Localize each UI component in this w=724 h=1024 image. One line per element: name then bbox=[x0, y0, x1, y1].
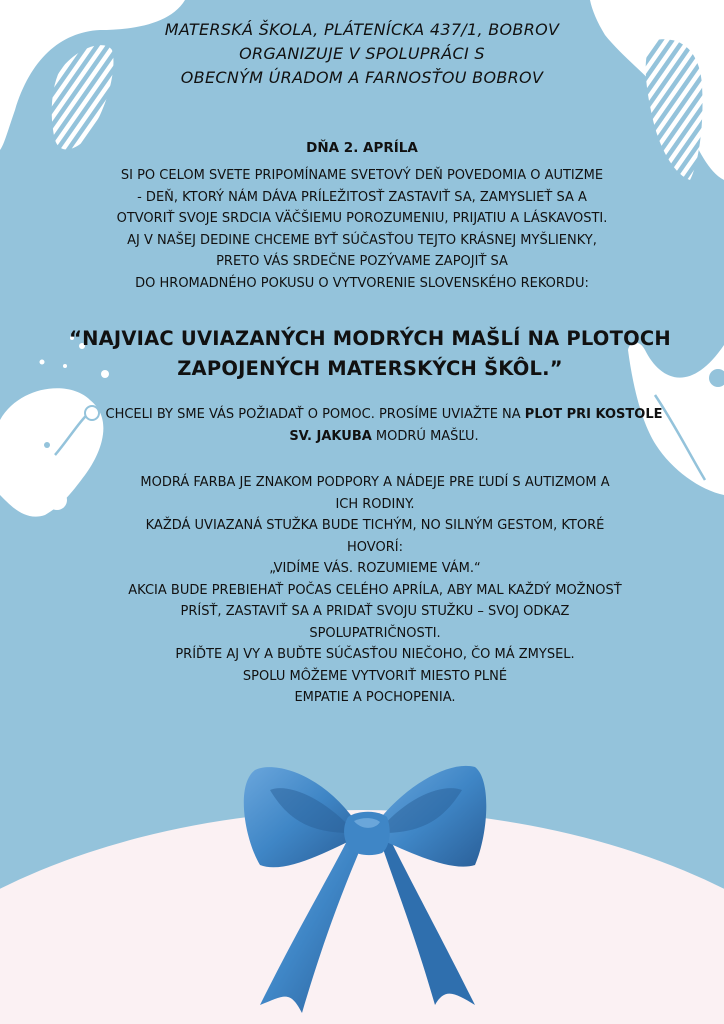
closing-line: PRÍSŤ, ZASTAVIŤ SA A PRIDAŤ SVOJU STUŽKU – SVOJ ODKAZ bbox=[180, 604, 570, 619]
event-date: DŇA 2. APRÍLA bbox=[306, 140, 418, 156]
header-line-3: OBECNÝM ÚRADOM A FARNOSŤOU BOBROV bbox=[180, 68, 544, 87]
request-place: PLOT PRI KOSTOLE SV. JAKUBA bbox=[289, 407, 663, 444]
intro-line: DO HROMADNÉHO POKUSU O VYTVORENIE SLOVENSKÉHO REKORDU: bbox=[135, 275, 589, 291]
intro-line: OTVORIŤ SVOJE SRDCIA VÄČŠIEMU POROZUMENIU, PRIJATIU A LÁSKAVOSTI. bbox=[116, 211, 608, 227]
closing-line: HOVORÍ: bbox=[347, 539, 403, 555]
closing-line: MODRÁ FARBA JE ZNAKOM PODPORY A NÁDEJE PRE ĽUDÍ S AUTIZMOM A bbox=[140, 475, 610, 490]
closing-paragraph bbox=[110, 472, 640, 709]
closing-line: KAŽDÁ UVIAZANÁ STUŽKA BUDE TICHÝM, NO SILNÝM GESTOM, KTORÉ bbox=[145, 518, 605, 533]
header-line-2: ORGANIZUJE V SPOLUPRÁCI S bbox=[239, 44, 485, 63]
organizer-header bbox=[0, 18, 724, 90]
intro-line: AJ V NAŠEJ DEDINE CHCEME BYŤ SÚČASŤOU TEJTO KRÁSNEJ MYŠLIENKY, bbox=[127, 232, 597, 248]
closing-line: PRÍĎTE AJ VY A BUĎTE SÚČASŤOU NIEČOHO, ČO MÁ ZMYSEL. bbox=[175, 647, 575, 662]
record-title bbox=[40, 324, 700, 384]
closing-line: SPOLUPATRIČNOSTI. bbox=[309, 625, 441, 641]
record-title-line-1: “NAJVIAC UVIAZANÝCH MODRÝCH MAŠLÍ NA PLOTOCH bbox=[69, 327, 671, 350]
request-text-end: MODRÚ MAŠĽU. bbox=[371, 429, 479, 444]
intro-line: SI PO CELOM SVETE PRIPOMÍNAME SVETOVÝ DEŇ POVEDOMIA O AUTIZME bbox=[120, 168, 604, 183]
request-paragraph bbox=[100, 404, 668, 448]
intro-line: - DEŇ, KTORÝ NÁM DÁVA PRÍLEŽITOSŤ ZASTAVIŤ SA, ZAMYSLIEŤ SA A bbox=[137, 189, 587, 205]
closing-line: ICH RODINY. bbox=[335, 496, 415, 512]
header-line-1: MATERSKÁ ŠKOLA, PLÁTENÍCKA 437/1, BOBROV bbox=[164, 20, 560, 39]
intro-line: PRETO VÁS SRDEČNE POZÝVAME ZAPOJIŤ SA bbox=[216, 254, 508, 270]
closing-line: „VIDÍME VÁS. ROZUMIEME VÁM.“ bbox=[269, 561, 481, 576]
closing-line: AKCIA BUDE PREBIEHAŤ POČAS CELÉHO APRÍLA, ABY MAL KAŽDÝ MOŽNOSŤ bbox=[128, 582, 622, 598]
record-title-line-2: ZAPOJENÝCH MATERSKÝCH ŠKÔL.” bbox=[177, 357, 563, 380]
closing-line: SPOLU MÔŽEME VYTVORIŤ MIESTO PLNÉ bbox=[242, 668, 508, 684]
blue-bow-icon bbox=[230, 755, 500, 1020]
request-text: CHCELI BY SME VÁS POŽIADAŤ O POMOC. PROSÍME UVIAŽTE NA bbox=[105, 407, 525, 422]
intro-paragraph bbox=[0, 165, 724, 295]
closing-line: EMPATIE A POCHOPENIA. bbox=[294, 690, 456, 705]
